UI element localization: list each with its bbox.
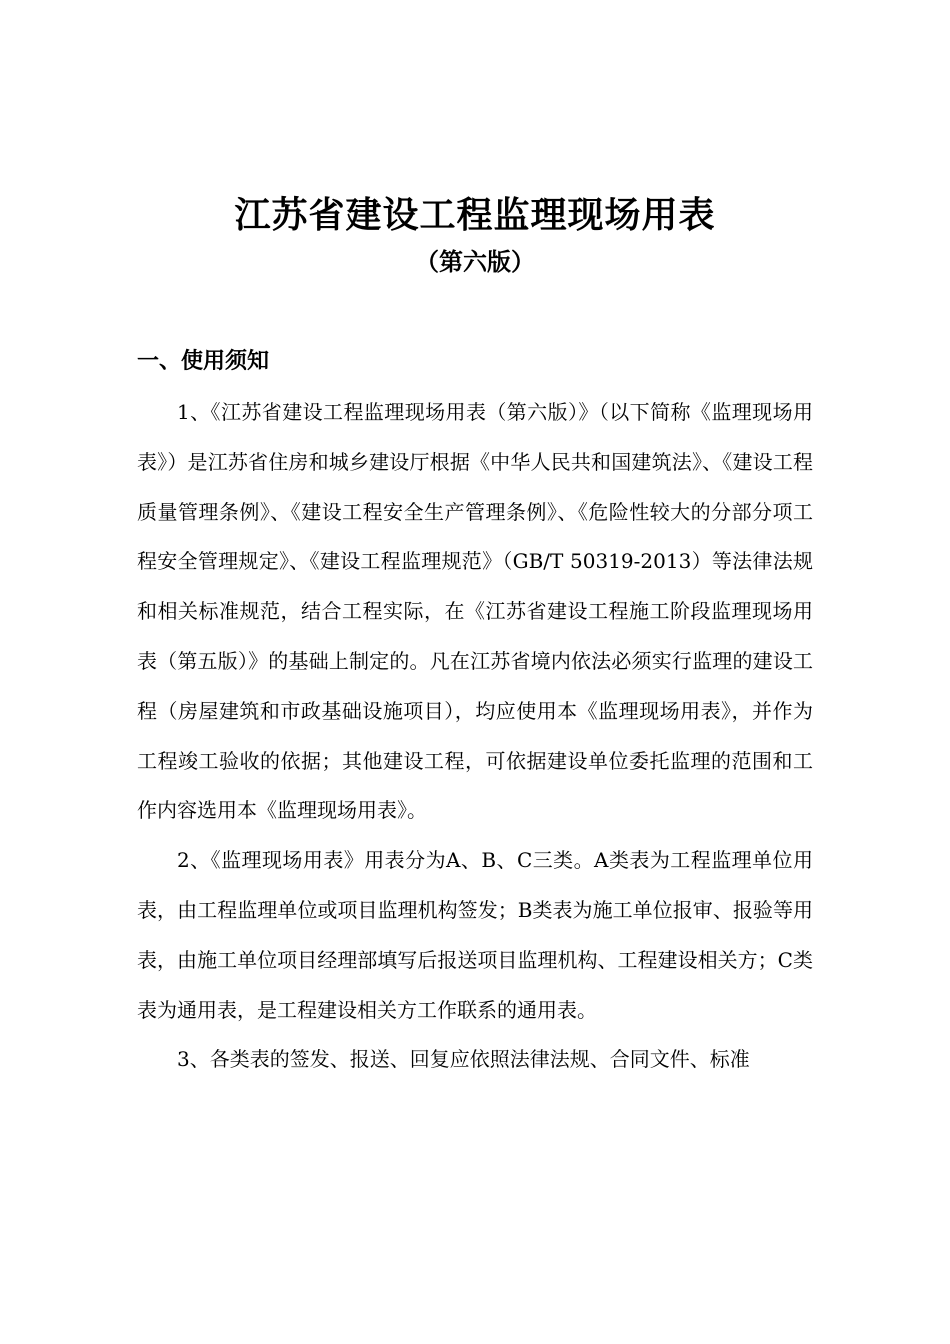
document-title: 江苏省建设工程监理现场用表: [234, 195, 716, 236]
paragraph-1: 1、《江苏省建设工程监理现场用表（第六版）》（以下简称《监理现场用表》）是江苏省住房和城乡建设厅根据《中华人民共和国建筑法》、《建设工程质量管理条例》、《建设工程安全生产管理条例》、《危险性较大的分部分项工程安全管理规定》、《建设工程监理规范》（GB/T 50319-2013）等法律法规和相关标准规范，结合工程实际，在《江苏省建设工程施工阶段监理现场用表（第五版）》的基础上制定的。凡在江苏省境内依法必须实行监理的建设工程（房屋建筑和市政基础设施项目），均应使用本《监理现场用表》，并作为工程竣工验收的依据；其他建设工程，可依据建设单位委托监理的范围和工作内容选用本《监理现场用表》。: [137, 400, 813, 823]
body-text: [137, 388, 813, 1085]
paragraph-3: 3、各类表的签发、报送、回复应依照法律法规、合同文件、标准: [177, 1047, 750, 1072]
section-heading: 一、使用须知: [137, 349, 270, 374]
document-subtitle: （第六版）: [415, 248, 535, 276]
paragraph-2: 2、《监理现场用表》用表分为A、B、C三类。A类表为工程监理单位用表，由工程监理单位或项目监理机构签发；B类表为施工单位报审、报验等用表，由施工单位项目经理部填写后报送项目监理机构、工程建设相关方；C类表为通用表，是工程建设相关方工作联系的通用表。: [137, 848, 813, 1022]
